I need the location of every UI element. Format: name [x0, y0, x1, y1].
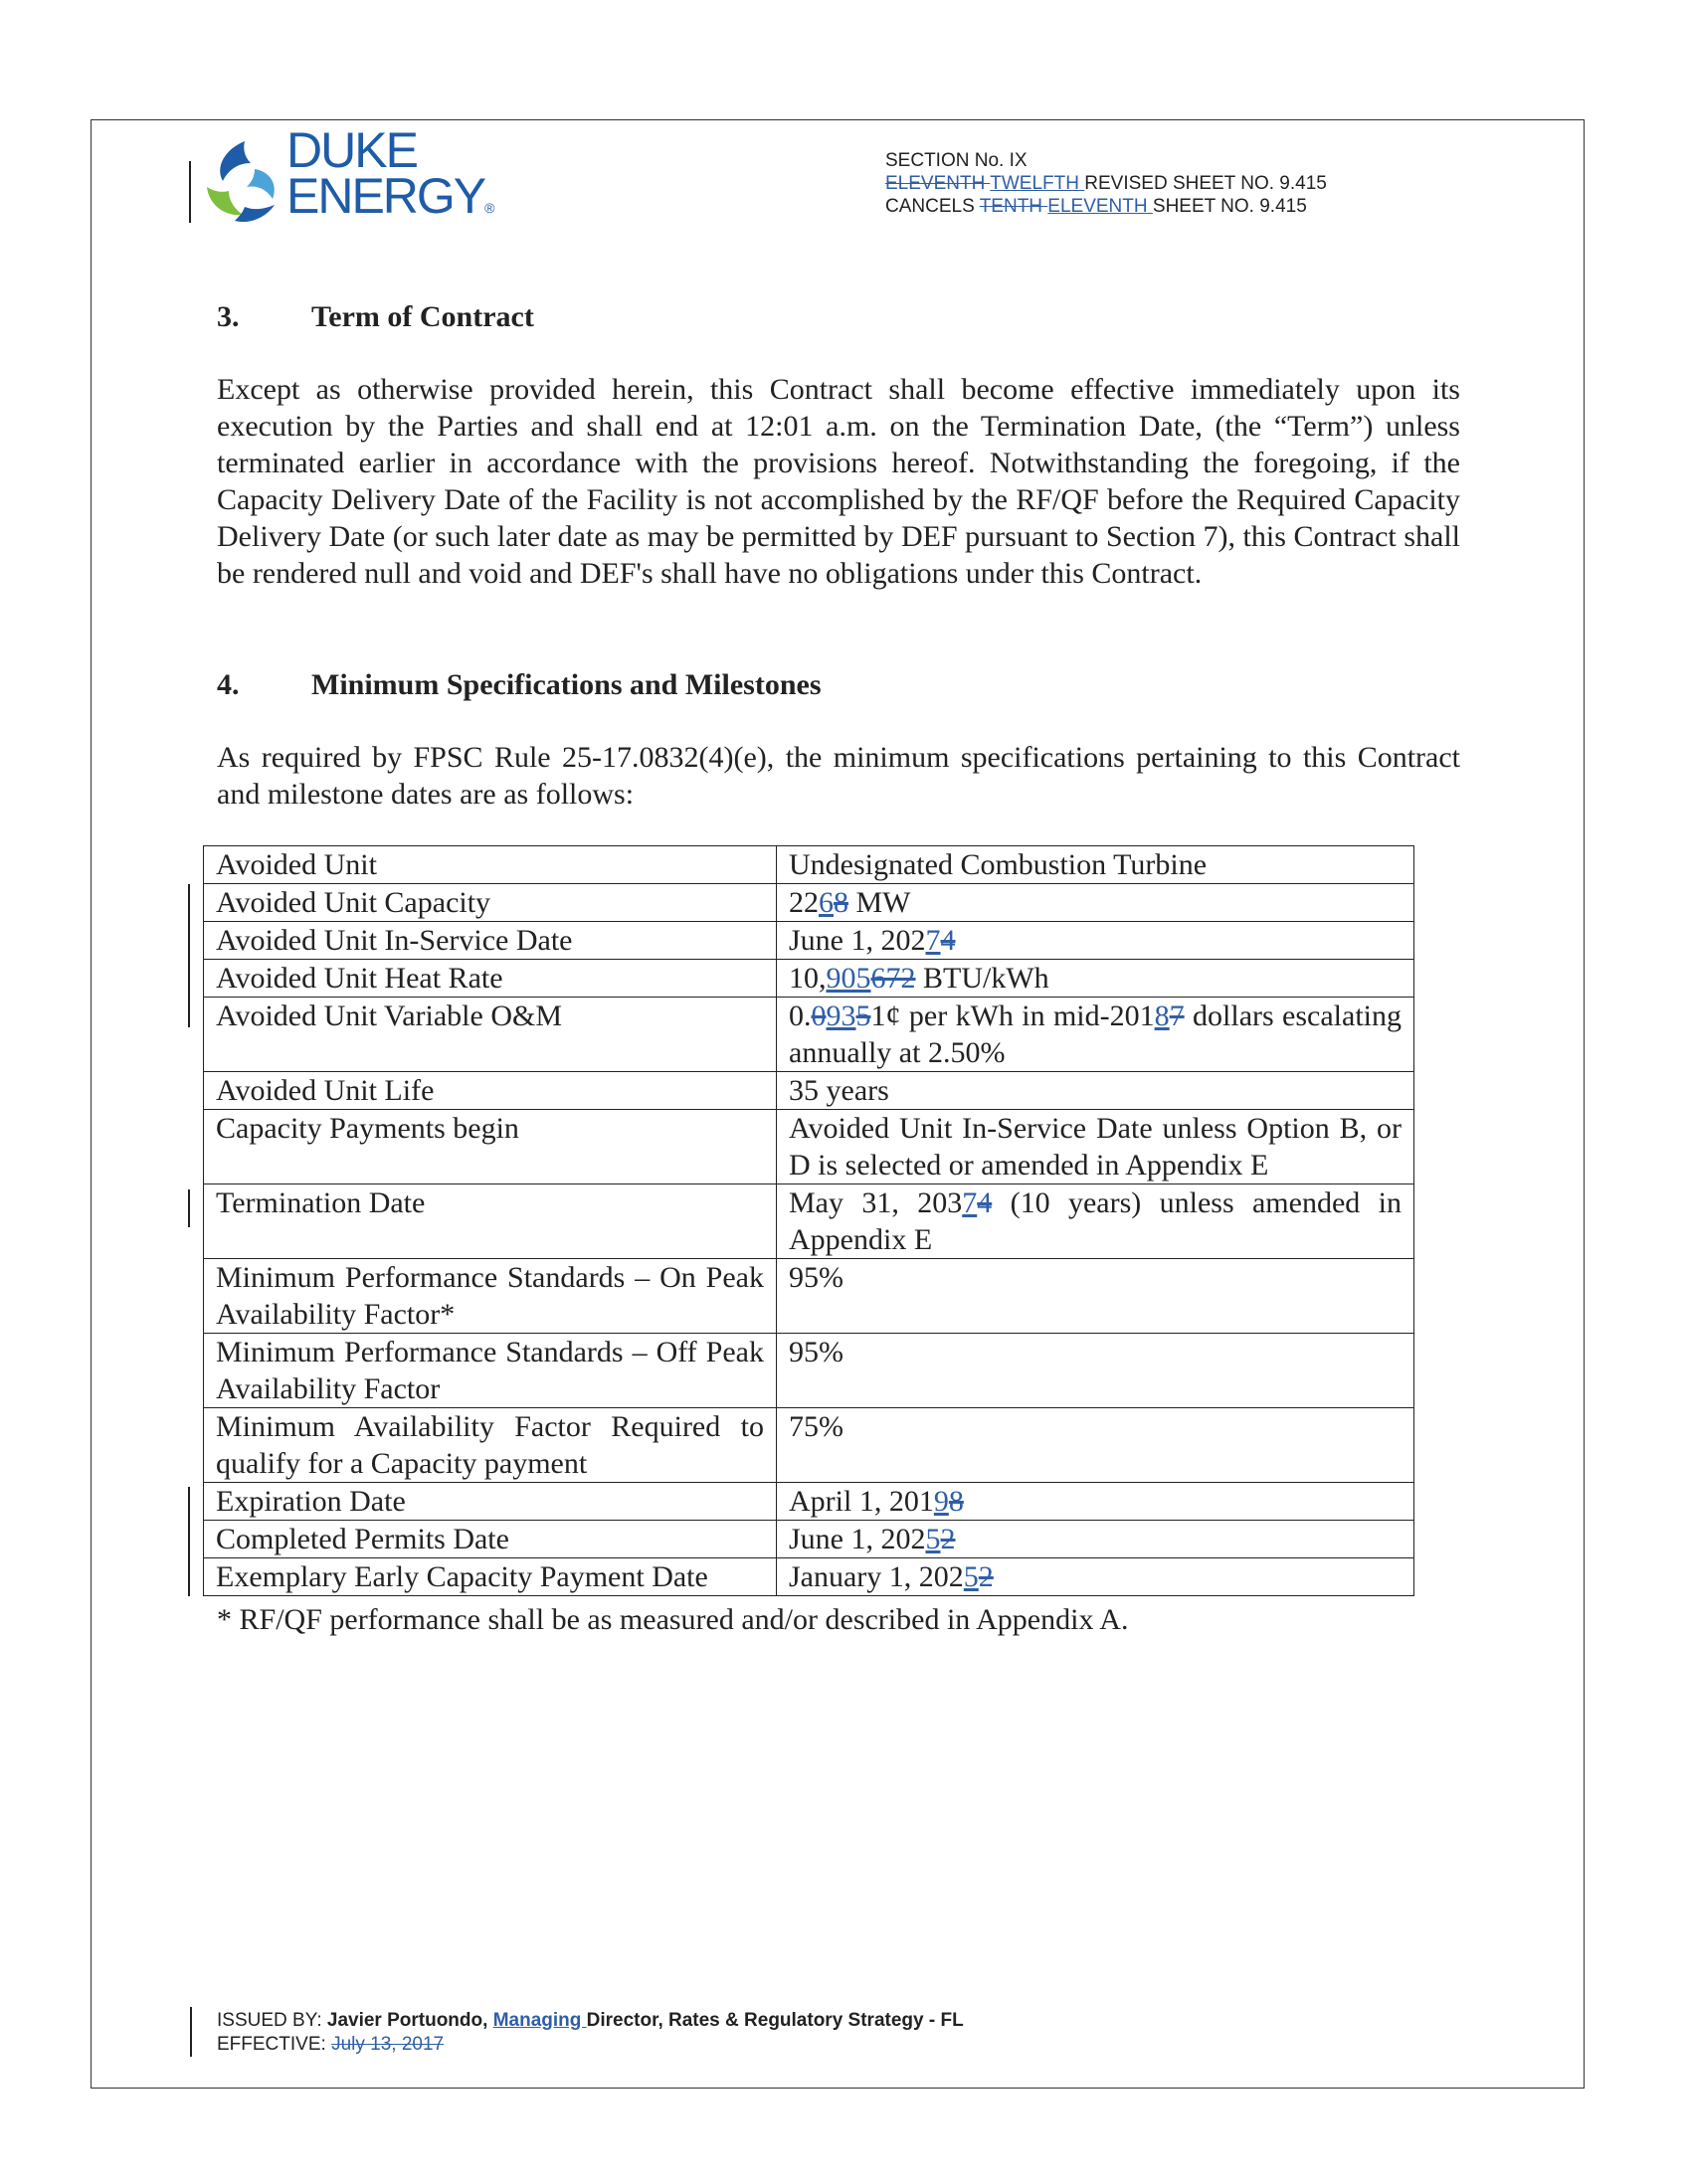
row-label: Avoided Unit Variable O&M: [204, 998, 777, 1072]
table-row: [204, 1483, 1414, 1521]
inserted-text: 93: [826, 1000, 856, 1032]
row-value: [777, 884, 1414, 922]
revision-bar: [188, 884, 190, 1027]
page-footer: [217, 2009, 964, 2057]
inserted-text: Managing: [492, 2010, 587, 2031]
inserted-text: 905: [826, 962, 871, 995]
inserted-text: 7: [962, 1186, 978, 1219]
table-row: [204, 1110, 1414, 1184]
row-label: Termination Date: [204, 1184, 777, 1259]
row-label: Avoided Unit Life: [204, 1072, 777, 1110]
inserted-text: 5: [925, 1523, 941, 1555]
effective-label: EFFECTIVE:: [217, 2034, 332, 2055]
table-row: [204, 1408, 1414, 1483]
row-value: [777, 998, 1414, 1072]
row-label: Completed Permits Date: [204, 1521, 777, 1558]
deleted-text: ELEVENTH: [885, 173, 991, 194]
value-text: MW: [848, 886, 911, 919]
issued-label: ISSUED BY:: [217, 2010, 327, 2031]
table-row: [204, 1334, 1414, 1408]
inserted-text: 6: [819, 886, 834, 919]
value-text: 22: [789, 886, 819, 919]
value-text: dollars escalating annually at 2.50%: [789, 1000, 1402, 1069]
row-label: Minimum Availability Factor Required to qualify for a Capacity payment: [204, 1408, 777, 1483]
row-value: 95%: [777, 1259, 1414, 1334]
issued-by-line: [217, 2009, 964, 2033]
company-name: [286, 122, 495, 231]
row-label: Avoided Unit Heat Rate: [204, 960, 777, 998]
row-label: Minimum Performance Standards – Off Peak Availability Factor: [204, 1334, 777, 1408]
deleted-text: TENTH: [979, 196, 1048, 217]
inserted-text: 5: [963, 1560, 979, 1593]
revision-bar: [188, 1487, 190, 1596]
deleted-text: 4: [977, 1186, 993, 1219]
deleted-text: 7: [1169, 1000, 1185, 1032]
section-3-heading: [217, 300, 534, 334]
company-name-line1: DUKE: [286, 122, 417, 178]
revised-sheet-text: REVISED SHEET NO. 9.415: [1084, 173, 1327, 194]
row-value: [777, 960, 1414, 998]
deleted-text: 8: [834, 886, 848, 919]
value-text: 10,: [789, 962, 827, 995]
table-row: [204, 1521, 1414, 1558]
row-label: Minimum Performance Standards – On Peak Availability Factor*: [204, 1259, 777, 1334]
table-row: [204, 998, 1414, 1072]
section-number: 3.: [217, 300, 240, 333]
row-label: Avoided Unit In-Service Date: [204, 922, 777, 960]
table-footnote: * RF/QF performance shall be as measured and/or described in Appendix A.: [217, 1603, 1129, 1636]
value-text: 1¢ per kWh in mid-201: [870, 1000, 1155, 1032]
section-4-heading: [217, 668, 822, 702]
value-text: January 1, 202: [789, 1560, 964, 1593]
inserted-text: 7: [925, 924, 941, 957]
inserted-text: TWELFTH: [990, 173, 1085, 194]
deleted-text: 672: [870, 962, 916, 995]
revision-bar: [188, 1189, 190, 1227]
value-text: (10 years) unless amended in Appendix E: [789, 1186, 1402, 1256]
cancels-sheet-text: SHEET NO. 9.415: [1152, 196, 1307, 217]
row-label: Avoided Unit Capacity: [204, 884, 777, 922]
inserted-text: 8: [1154, 1000, 1170, 1032]
row-value: [777, 922, 1414, 960]
row-value: [777, 1483, 1414, 1521]
section-4-body: As required by FPSC Rule 25-17.0832(4)(e), the minimum specifications pertaining to this Contract and milestone dates are as follows:: [217, 741, 1460, 811]
table-row: [204, 960, 1414, 998]
table-row: [204, 1558, 1414, 1596]
company-name-line2: ENERGY: [286, 168, 485, 224]
specifications-table: [203, 845, 1414, 1596]
deleted-text: 2: [940, 1523, 956, 1555]
section-number: SECTION No. IX: [885, 150, 1028, 171]
value-text: June 1, 202: [789, 924, 926, 957]
section-title: Term of Contract: [311, 300, 534, 333]
row-label: Exemplary Early Capacity Payment Date: [204, 1558, 777, 1596]
inserted-text: 9: [933, 1485, 949, 1518]
cancels-label: CANCELS: [885, 196, 980, 217]
revision-bar: [190, 2007, 192, 2057]
row-label: Avoided Unit: [204, 846, 777, 884]
value-text: June 1, 202: [789, 1523, 926, 1555]
deleted-text: 0: [811, 1000, 827, 1032]
row-label: Expiration Date: [204, 1483, 777, 1521]
table-row: [204, 846, 1414, 884]
deleted-text: 8: [948, 1485, 964, 1518]
issuer-name: Javier Portuondo,: [326, 2010, 493, 2031]
value-text: BTU/kWh: [915, 962, 1049, 995]
row-value: 95%: [777, 1334, 1414, 1408]
registered-mark: ®: [484, 200, 495, 216]
deleted-text: 4: [940, 924, 956, 957]
effective-line: [217, 2033, 964, 2057]
deleted-text: 5: [855, 1000, 871, 1032]
section-number: 4.: [217, 668, 240, 701]
issuer-title: Director, Rates & Regulatory Strategy - FL: [586, 2010, 964, 2031]
row-value: 75%: [777, 1408, 1414, 1483]
deleted-text: July 13, 2017: [331, 2034, 445, 2055]
value-text: April 1, 201: [789, 1485, 934, 1518]
row-value: [777, 1521, 1414, 1558]
row-value: Undesignated Combustion Turbine: [777, 846, 1414, 884]
inserted-text: ELEVENTH: [1047, 196, 1153, 217]
row-label: Capacity Payments begin: [204, 1110, 777, 1184]
revision-bar: [189, 161, 191, 223]
value-text: 0.: [789, 1000, 812, 1032]
table-row: [204, 1259, 1414, 1334]
row-value: [777, 1184, 1414, 1259]
table-row: [204, 1072, 1414, 1110]
value-text: May 31, 203: [789, 1186, 963, 1219]
sheet-header: [885, 149, 1327, 218]
row-value: Avoided Unit In-Service Date unless Option B, or D is selected or amended in Appendix E: [777, 1110, 1414, 1184]
table-row: [204, 884, 1414, 922]
revised-sheet-line: [885, 172, 1327, 195]
table-row: [204, 1184, 1414, 1259]
section-3-body: Except as otherwise provided herein, this Contract shall become effective immediately upon its execution by the Parties and shall end at 12:01 a.m. on the Termination Date, (the “Term”) unless terminated earlier in accordance with the provisions hereof. Notwithstanding the foregoing, if the Capacity Delivery Date of the Facility is not accomplished by the RF/QF before the Required Capacity Delivery Date (or such later date as may be permitted by DEF pursuant to Section 7), this Contract shall be rendered null and void and DEF's shall have no obligations under this Contract.: [217, 373, 1460, 590]
row-value: [777, 1558, 1414, 1596]
table-row: [204, 922, 1414, 960]
row-value: 35 years: [777, 1072, 1414, 1110]
deleted-text: 2: [978, 1560, 994, 1593]
section-title: Minimum Specifications and Milestones: [311, 668, 822, 701]
cancels-line: [885, 195, 1327, 218]
